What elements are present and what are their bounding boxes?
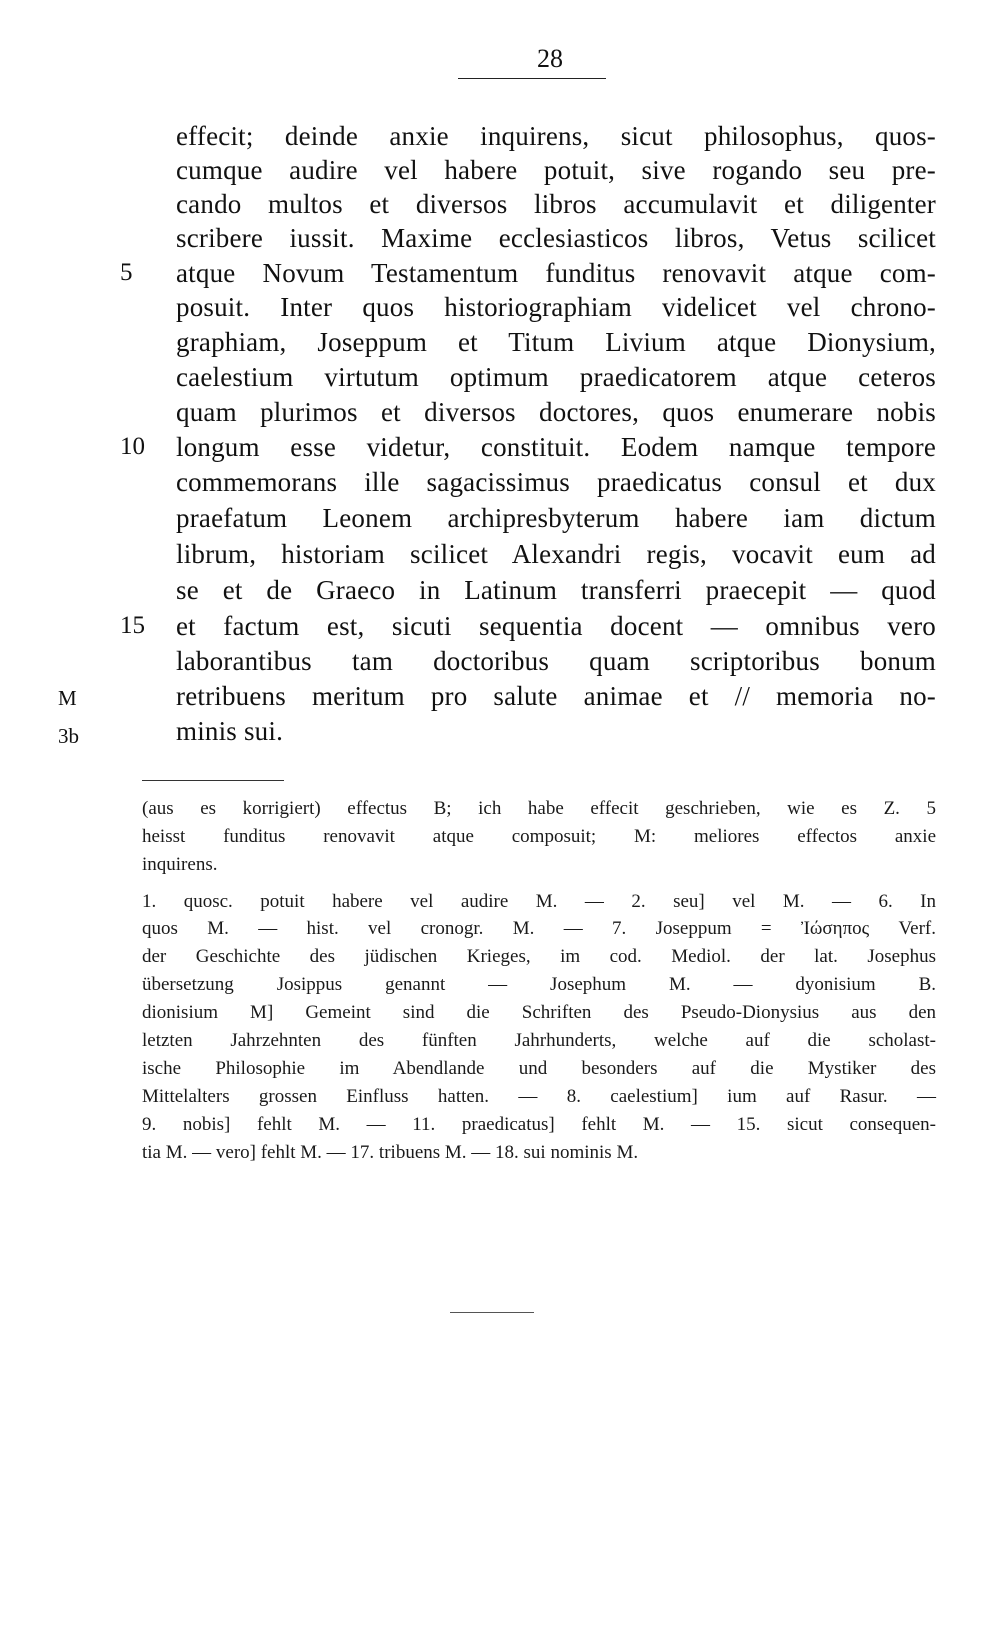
footnote-line: 9. nobis] fehlt M. — 11. praedicatus] fehlt M. — 15. sicut consequen- xyxy=(142,1114,936,1135)
line-number: 15 xyxy=(120,612,145,639)
header-rule xyxy=(458,78,606,79)
footnote-line: dionisium M] Gemeint sind die Schriften des Pseudo-Dionysius aus den xyxy=(142,1002,936,1023)
text-line: retribuens meritum pro salute animae et // memoria no- xyxy=(176,681,936,711)
text-line: caelestium virtutum optimum praedicatorem atque ceteros xyxy=(176,362,936,392)
text-line: minis sui. xyxy=(176,716,284,746)
text-line: commemorans ille sagacissimus praedicatus consul et dux xyxy=(176,467,936,497)
text-line: laborantibus tam doctoribus quam scriptoribus bonum xyxy=(176,646,936,676)
footnote-line: ische Philosophie im Abendlande und besonders auf die Mystiker des xyxy=(142,1058,936,1079)
footnote-line: 1. quosc. potuit habere vel audire M. — 2. seu] vel M. — 6. In xyxy=(142,891,936,912)
page-number: 28 xyxy=(537,44,563,73)
footnote-line: übersetzung Josippus genannt — Josephum M. — dyonisium B. xyxy=(142,974,936,995)
text-line: cando multos et diversos libros accumulavit et diligenter xyxy=(176,189,936,219)
text-line: quam plurimos et diversos doctores, quos enumerare nobis xyxy=(176,397,936,427)
text-line: longum esse videtur, constituit. Eodem namque tempore xyxy=(176,432,936,462)
text-line: et factum est, sicuti sequentia docent — omnibus vero xyxy=(176,611,936,641)
footnote-line: (aus es korrigiert) effectus B; ich habe effecit geschrieben, wie es Z. 5 xyxy=(142,798,936,819)
text-line: atque Novum Testamentum funditus renovavit atque com- xyxy=(176,258,936,288)
text-line: effecit; deinde anxie inquirens, sicut philosophus, quos- xyxy=(176,121,936,151)
footnote-line: letzten Jahrzehnten des fünften Jahrhunderts, welche auf die scholast- xyxy=(142,1030,936,1051)
text-line: se et de Graeco in Latinum transferri praecepit — quod xyxy=(176,575,936,605)
footnote-line: tia M. — vero] fehlt M. — 17. tribuens M. — 18. sui nominis M. xyxy=(142,1142,639,1163)
text-line: librum, historiam scilicet Alexandri regis, vocavit eum ad xyxy=(176,539,936,569)
text-line: posuit. Inter quos historiographiam videlicet vel chrono- xyxy=(176,292,936,322)
footnote-line: heisst funditus renovavit atque composuit; M: meliores effectos anxie xyxy=(142,826,936,847)
bottom-rule xyxy=(450,1312,534,1313)
footnote-line: inquirens. xyxy=(142,854,218,875)
text-line: scribere iussit. Maxime ecclesiasticos libros, Vetus scilicet xyxy=(176,223,936,253)
text-line: cumque audire vel habere potuit, sive rogando seu pre- xyxy=(176,155,936,185)
line-number: 10 xyxy=(120,433,145,460)
text-line: graphiam, Joseppum et Titum Livium atque Dionysium, xyxy=(176,327,936,357)
footnote-line: der Geschichte des jüdischen Krieges, im cod. Mediol. der lat. Josephus xyxy=(142,946,936,967)
footnote-line: quos M. — hist. vel cronogr. M. — 7. Joseppum = Ἰώσηπος Verf. xyxy=(142,918,936,939)
line-number: 5 xyxy=(120,259,133,286)
footnote-line: Mittelalters grossen Einfluss hatten. — 8. caelestium] ium auf Rasur. — xyxy=(142,1086,936,1107)
text-line: praefatum Leonem archipresbyterum habere iam dictum xyxy=(176,503,936,533)
footnote-rule xyxy=(142,780,284,781)
margin-note: M 3b xyxy=(58,686,79,748)
